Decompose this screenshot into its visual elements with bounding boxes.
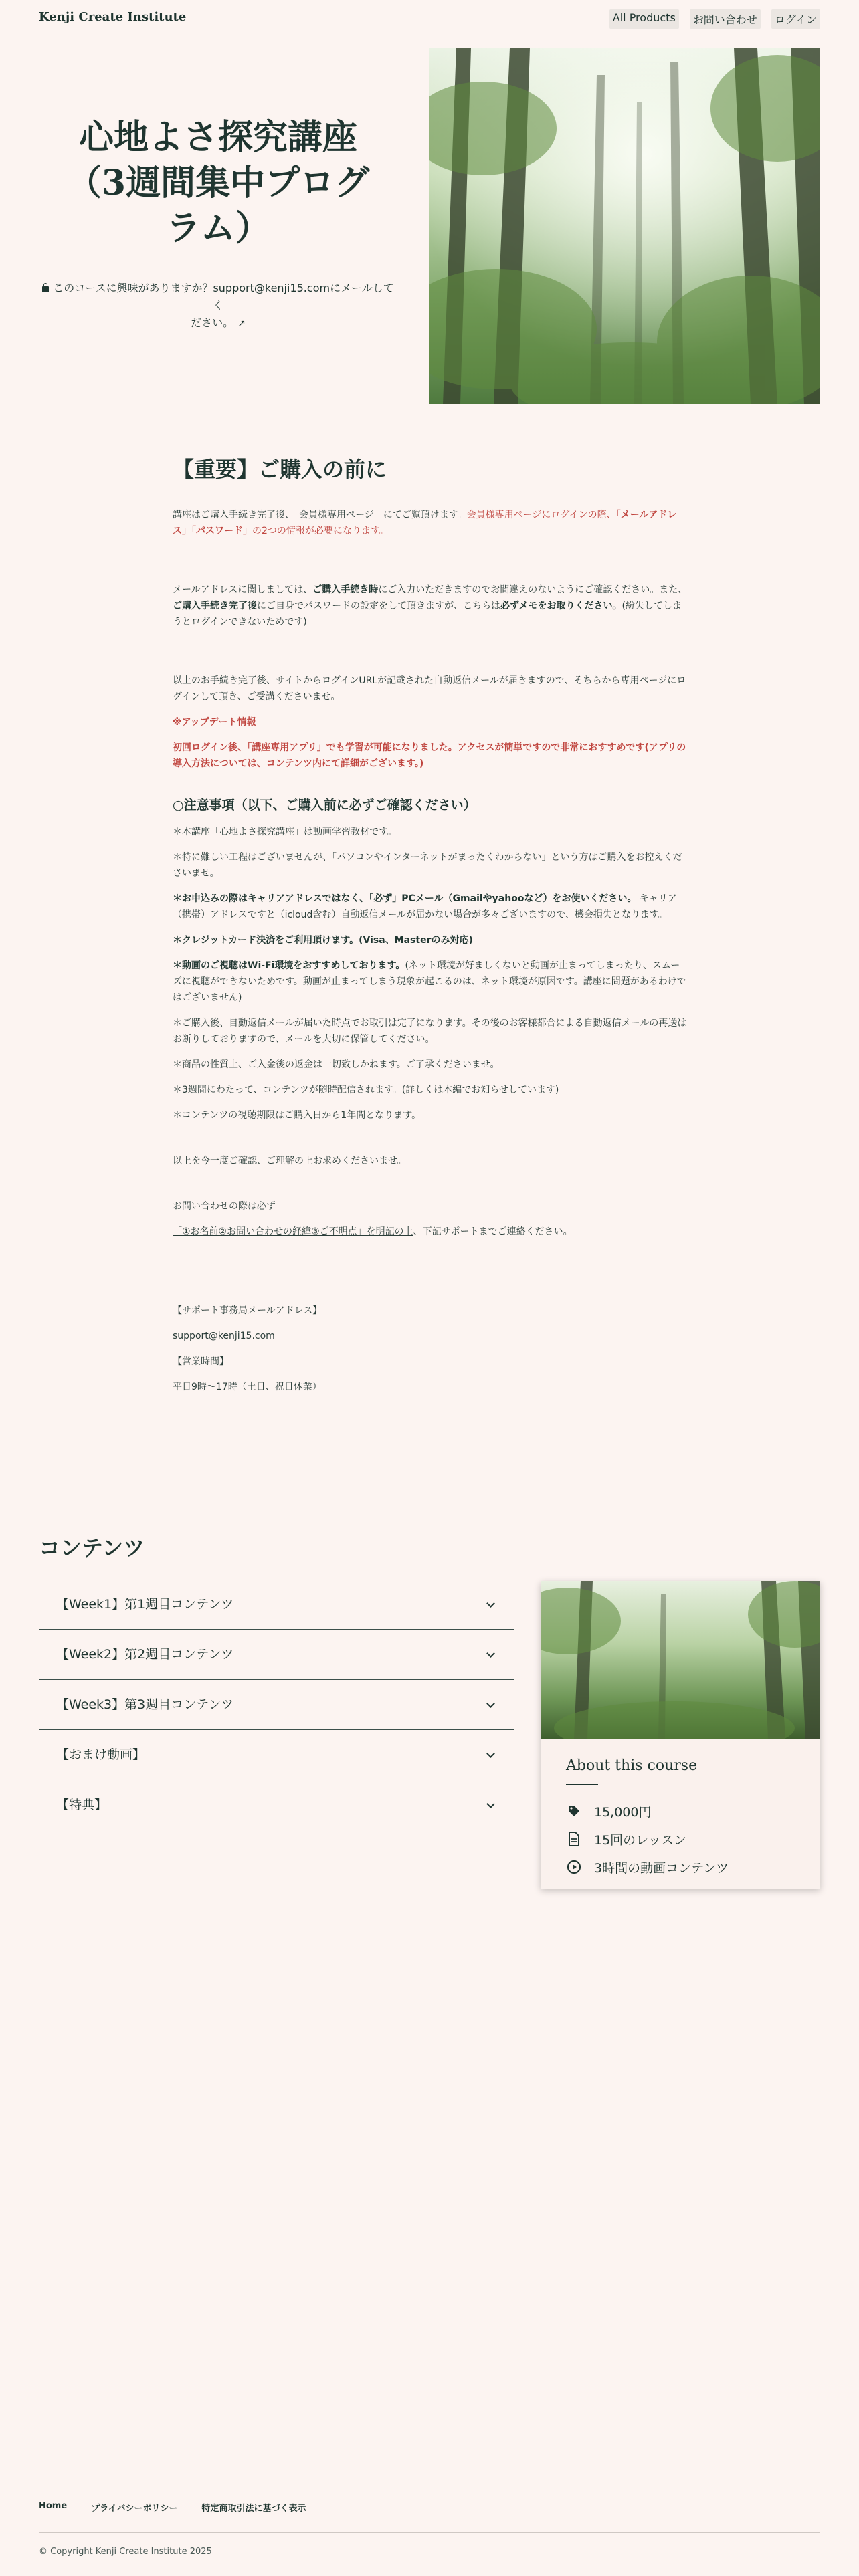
site-header (0, 0, 859, 37)
update-label: ※アップデート情報 (173, 717, 256, 728)
course-title: 心地よさ探究講座 （3週間集中プログ ラム） (66, 117, 370, 249)
site-logo[interactable]: Kenji Create Institute (39, 10, 187, 24)
contact-note: このコースに興味がありますか？support@kenji15.comにメールしてく ださい。 ↗ (39, 280, 397, 332)
note-item: ＊コンテンツの視聴期限はご購入日から1年間となります。 (173, 1110, 421, 1121)
hours-label: 【営業時間】 (173, 1356, 229, 1367)
note-item: ＊ご購入後、自動返信メールが届いた時点でお取引は完了になります。その後のお客様都合による自動返信メールの再送はお断りしておりますので、メールを大切に保管してください。 (173, 1018, 687, 1045)
card-forest-image (541, 1581, 820, 1739)
accordion-week1[interactable]: 【Week1】第1週目コンテンツ (39, 1580, 514, 1630)
accordion-gift[interactable]: 【特典】 (39, 1780, 514, 1830)
contents-accordion (39, 1580, 514, 1830)
confirm-text: 以上を今一度ご確認、ご理解の上お求めくださいませ。 (173, 1156, 407, 1166)
nav-login[interactable]: ログイン (771, 9, 820, 29)
accordion-bonus-video[interactable]: 【おまけ動画】 (39, 1730, 514, 1780)
external-link-icon[interactable]: ↗ (237, 318, 246, 329)
after-purchase-info: 以上のお手続き完了後、サイトからログインURLが記載された自動返信メールが届きますので、そちらから専用ページにログインして頂き、ご受講くださいませ。 (173, 675, 686, 702)
support-label: 【サポート事務局メールアドレス】 (173, 1305, 322, 1316)
video-row: 3時間の動画コンテンツ (566, 1853, 795, 1881)
note-item: ＊本講座「心地よさ探究講座」は動画学習教材です。 (173, 827, 397, 837)
chevron-down-icon (486, 1749, 495, 1758)
note-item: ＊動画のご視聴はWi-Fi環境をおすすめしております。(ネット環境が好ましくないと動画が止まってしまったり、スムーズに視聴ができないためです。動画が止まってしまう現象が起こるのは、ネット環境が原因です。講座に問題があるわけではございません) (173, 960, 686, 1003)
inquiry-label: お問い合わせの際は必ず (173, 1201, 276, 1212)
hours-value: 平日9時〜17時（土日、祝日休業） (173, 1382, 322, 1392)
card-divider (566, 1784, 598, 1785)
lock-icon (42, 286, 49, 292)
chevron-down-icon (486, 1649, 495, 1658)
chevron-down-icon (486, 1800, 495, 1808)
chevron-down-icon (486, 1699, 495, 1708)
nav-contact[interactable]: お問い合わせ (690, 9, 761, 29)
footer-link-legal[interactable]: 特定商取引法に基づく表示 (201, 2504, 306, 2514)
document-icon (566, 1832, 582, 1846)
chevron-down-icon (486, 1599, 495, 1608)
footer-link-privacy[interactable]: プライバシーポリシー (91, 2504, 178, 2514)
update-text: 初回ログイン後、「講座専用アプリ」でも学習が可能になりました。アクセスが簡単ですので非常におすすめです(アプリの導入方法については、コンテンツ内にて詳細がございます。) (173, 742, 686, 769)
note-item: ＊商品の性質上、ご入金後の返金は一切致しかねます。ご了承くださいませ。 (173, 1059, 500, 1070)
note-item: ＊3週間にわたって、コンテンツが随時配信されます。(詳しくは本編でお知らせしています) (173, 1085, 559, 1095)
important-heading: 【重要】ご購入の前に (173, 457, 387, 482)
important-section (173, 455, 688, 1404)
accordion-week3[interactable]: 【Week3】第3週目コンテンツ (39, 1680, 514, 1730)
email-password-info: メールアドレスに関しましては、ご購入手続き時にご入力いただきますのでお間違えのないようにご確認ください。また、ご購入手続き完了後にご自身でパスワードの設定をして頂きますが、こちらは必ずメモをお取りください。(紛失してしまうとログインできないためです) (173, 584, 688, 627)
lessons-row: 15回のレッスン (566, 1825, 795, 1853)
contents-heading: コンテンツ (39, 1535, 145, 1561)
support-email: support@kenji15.com (173, 1331, 275, 1341)
top-nav (609, 9, 820, 29)
footer-link-home[interactable]: Home (39, 2501, 68, 2511)
hero-text (39, 48, 397, 404)
notes-heading: ○注意事項（以下、ご購入前に必ずご確認ください） (173, 798, 476, 813)
note-item: ＊お申込みの際はキャリアアドレスではなく、「必ず」PCメール（Gmailやyahooなど）をお使いください。 キャリア（携帯）アドレスですと（icloud含む）自動返信メールが届かない場合が多々ございますので、機会損失となります。 (173, 893, 677, 920)
play-circle-icon (566, 1860, 582, 1874)
note-item: ＊特に難しい工程はございませんが、「パソコンやインターネットがまったくわからない」という方はご購入をお控えくださいませ。 (173, 852, 682, 879)
note-item: ＊クレジットカード決済をご利用頂けます。(Visa、Masterのみ対応) (173, 935, 473, 946)
card-title: About this course (566, 1757, 698, 1774)
footer-nav (39, 2501, 306, 2514)
accordion-week2[interactable]: 【Week2】第2週目コンテンツ (39, 1630, 514, 1680)
nav-all-products[interactable]: All Products (609, 9, 679, 29)
inquiry-text: 「①お名前②お問い合わせの経緯③ご不明点」を明記の上、下記サポートまでご連絡ください。 (173, 1226, 573, 1237)
copyright: © Copyright Kenji Create Institute 2025 (39, 2547, 212, 2557)
price-row: 15,000円 (566, 1797, 795, 1825)
hero-forest-image (430, 48, 820, 404)
login-info: 講座はご購入手続き完了後、「会員様専用ページ」にてご覧頂けます。会員様専用ページにログインの際、「メールアドレス」「パスワード」の2つの情報が必要になります。 (173, 510, 677, 536)
footer-divider (39, 2532, 820, 2533)
course-info-card (541, 1581, 820, 1889)
tag-icon (566, 1804, 582, 1818)
